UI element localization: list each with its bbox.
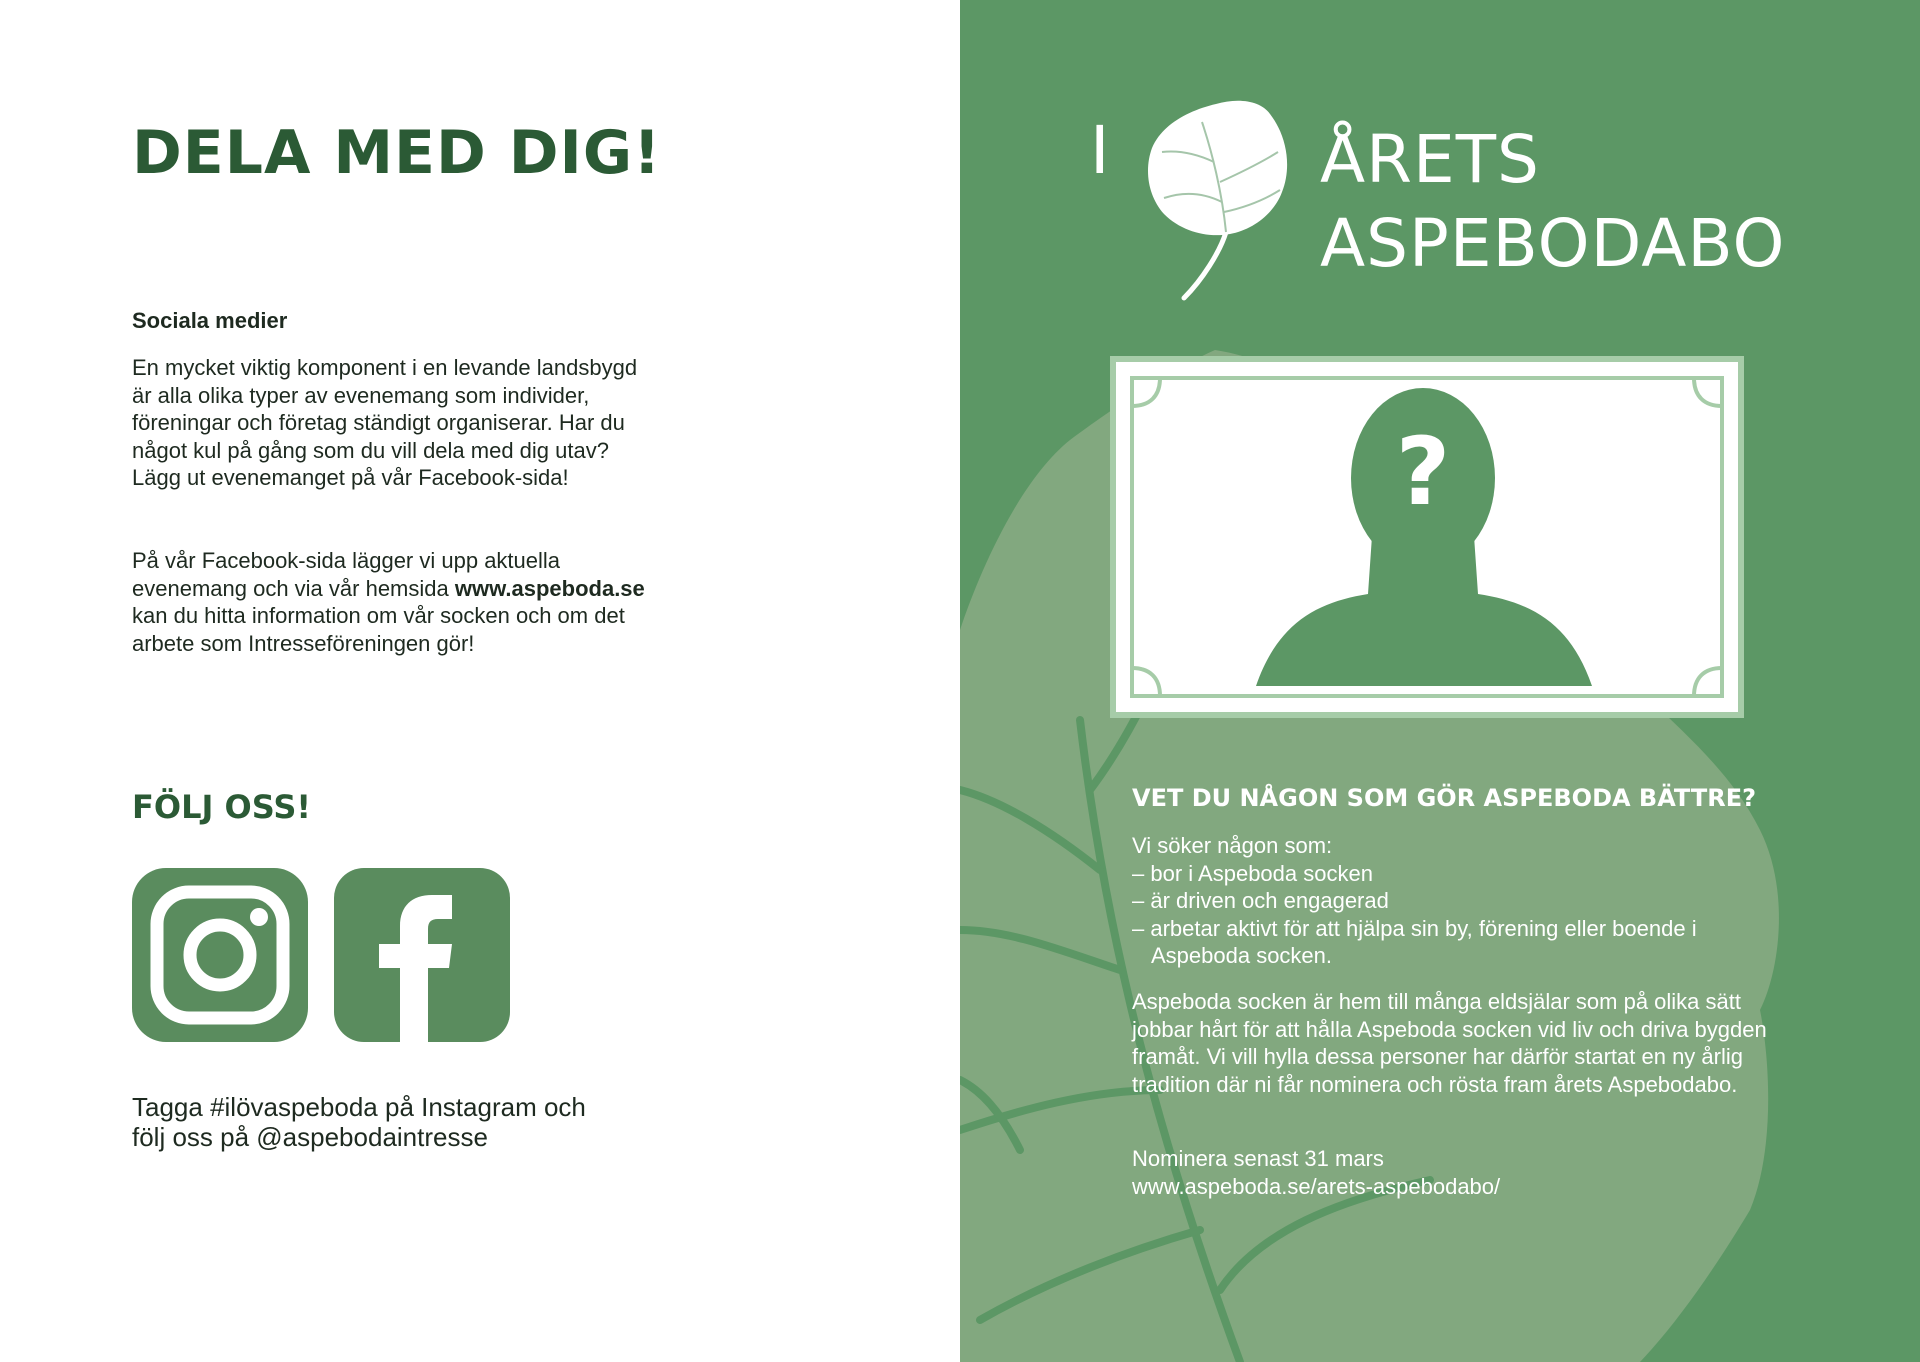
nomination-info [1132,1145,1772,1200]
title-line: ÅRETS [1320,121,1540,198]
criteria-block [1132,832,1772,970]
list-item: – arbetar aktivt för att hjälpa sin by, förening eller boende i Aspeboda socken. [1132,915,1697,968]
list-item: – är driven och engagerad [1132,888,1389,913]
website-link[interactable]: www.aspeboda.se [454,575,645,601]
title-line: ASPEBODABO [1320,205,1786,282]
criteria-intro: Vi söker någon som: [1132,833,1333,858]
criteria-list [1132,860,1772,970]
nomination-link[interactable]: www.aspeboda.se/arets-aspebodabo/ [1132,1173,1501,1199]
follow-title: FÖLJ OSS! [132,788,311,826]
paragraph-text: På vår Facebook-sida lägger vi upp aktuella evenemang och via vår hemsida [132,548,561,601]
tag-text [132,1092,692,1152]
facebook-paragraph [132,547,652,657]
paragraph-text: kan du hitta information om vår socken och om det arbete som Intresseföreningen gör! [132,603,625,656]
aspen-leaf-icon [1142,92,1292,304]
intro-paragraph: En mycket viktig komponent i en levande landsbygd är alla olika typer av evenemang som individer, föreningar och företag ständigt organiserar. Har du något kul på gång som du vill dela med dig utav? Lägg ut evenemanget på vår Facebook-sida! [132,355,638,490]
description-paragraph: Aspeboda socken är hem till många eldsjälar som på olika sätt jobbar hårt för att hålla Aspeboda socken vid liv och driva bygden framåt. Vi vill hylla dessa personer har därför startat en ny årlig tradition där ni får nominera och rösta fram årets Aspebodabo. [1132,989,1767,1097]
section-heading: VET DU NÅGON SOM GÖR ASPEBODA BÄTTRE? [1132,784,1757,812]
right-page [960,0,1920,1362]
question-mark: ? [1395,418,1451,527]
tag-line: Tagga #ilövaspeboda på Instagram och [132,1092,586,1122]
follow-handle-line: följ oss på @aspebodaintresse [132,1122,488,1152]
page-title: DELA MED DIG! [132,118,662,188]
title-text [1320,118,1786,286]
title-i: I [1090,112,1110,189]
facebook-icon[interactable] [334,868,510,1042]
deadline-text: Nominera senast 31 mars [1132,1146,1384,1171]
list-item: – bor i Aspeboda socken [1132,860,1373,886]
instagram-icon[interactable] [132,868,308,1042]
nominee-frame [1110,356,1744,718]
section-subheading: Sociala medier [132,308,288,333]
